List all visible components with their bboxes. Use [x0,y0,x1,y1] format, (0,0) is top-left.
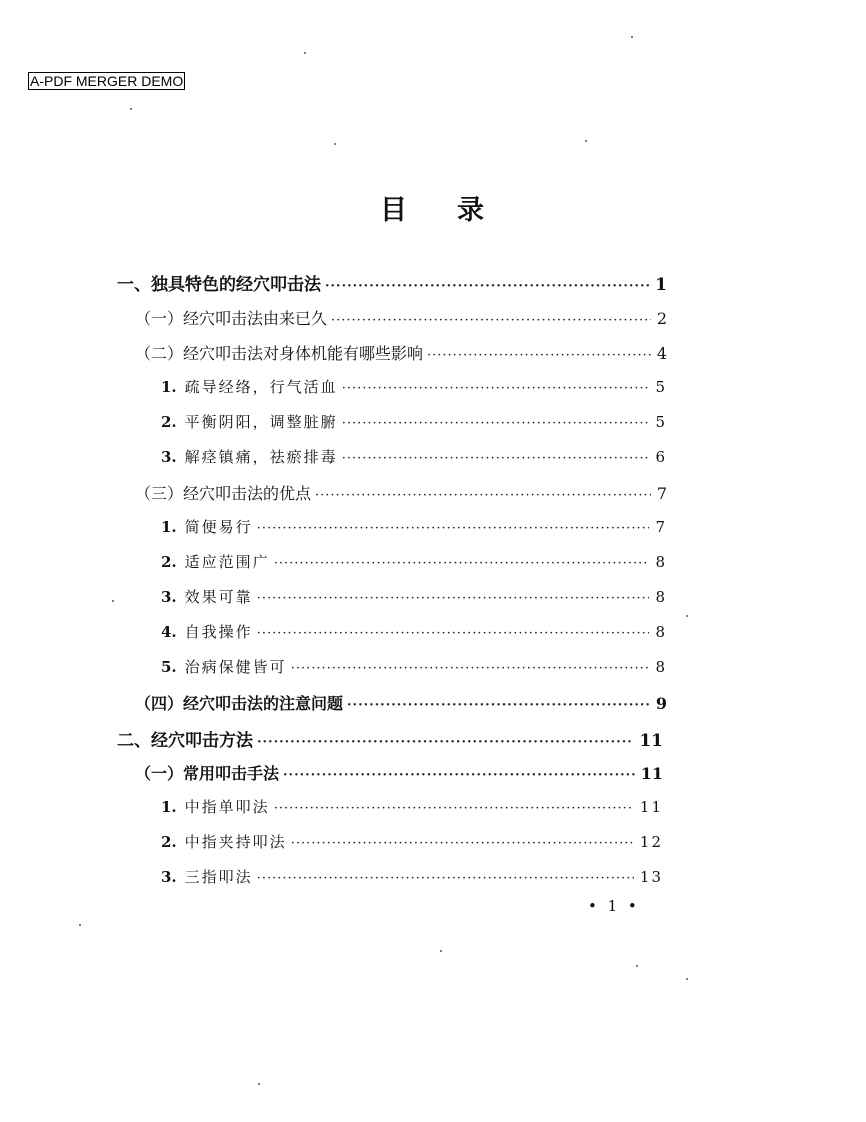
toc-leader-dots [257,591,650,606]
toc-entry[interactable] [161,516,667,542]
toc-leader-dots [274,801,634,816]
toc-leader-dots [342,451,650,466]
scan-speck [585,140,587,142]
toc-entry[interactable] [161,796,663,822]
title-char-1: 目 [380,195,409,226]
scan-speck [636,965,638,967]
toc-entry[interactable] [161,551,667,577]
scan-speck [334,143,336,145]
toc-leader-dots [291,661,650,676]
toc-entry-page: 7 [656,484,667,503]
toc-leader-dots [342,416,650,431]
toc-entry-page: 9 [655,694,667,713]
toc-entry[interactable] [161,446,667,472]
toc-entry-page: 1 [655,275,667,295]
scan-speck [686,615,688,617]
toc-entry[interactable] [135,691,667,717]
toc-entry-title [161,376,338,397]
toc-leader-dots [331,313,651,328]
toc-entry-text: 治病保健皆可 [184,658,287,676]
toc-entry-text: 中指夹持叩法 [184,833,287,851]
toc-entry-title [161,831,287,852]
toc-entry-title: 二、经穴叩击方法 [117,731,253,751]
toc-entry-page: 8 [655,588,667,606]
toc-entry-page: 6 [655,448,667,466]
toc-entry-page: 11 [639,798,663,816]
toc-entry-page: 8 [655,623,667,641]
toc-entry-title [161,586,253,607]
toc-entry[interactable] [135,306,667,332]
toc-entry-page: 4 [656,344,667,363]
toc-leader-dots [325,279,649,294]
toc-entry-text: 适应范围广 [184,553,270,571]
toc-entry[interactable] [161,866,663,892]
toc-entry-page: 12 [639,833,663,851]
toc-entry-page: 8 [655,658,667,676]
toc-entry-title: （三）经穴叩击法的优点 [135,484,312,503]
toc-entry-text: 解痉镇痛，祛瘀排毒 [184,448,338,466]
scan-speck [686,978,688,980]
toc-leader-dots [315,488,651,503]
toc-entry-title [161,866,253,887]
toc-leader-dots [257,626,650,641]
scan-speck [79,924,81,926]
toc-entry-title [161,796,270,817]
toc-entry[interactable] [117,270,667,296]
toc-leader-dots [274,556,650,571]
toc-entry-text: 自我操作 [184,623,253,641]
toc-entry[interactable] [135,341,667,367]
toc-leader-dots [347,698,650,713]
toc-leader-dots [257,871,634,886]
toc-entry-title [161,551,270,572]
toc-entry-text: 简便易行 [184,518,253,536]
toc-entry[interactable] [161,621,667,647]
toc-leader-dots [291,836,634,851]
toc-entry[interactable] [135,761,663,787]
toc-entry-title [161,516,253,537]
toc-entry-number: 1. [161,518,177,536]
toc-entry-page: 13 [639,868,663,886]
scan-speck [112,600,114,602]
toc-entry-text: 效果可靠 [184,588,253,606]
toc-entry-number: 3. [161,588,177,606]
toc-entry-title: （四）经穴叩击法的注意问题 [135,694,344,713]
toc-leader-dots [257,735,633,750]
toc-entry-page: 2 [656,309,667,328]
toc-entry-number: 4. [161,623,177,641]
page-number: • 1 • [588,897,640,915]
toc-entry-text: 疏导经络，行气活血 [184,378,338,396]
toc-entry-text: 三指叩法 [184,868,253,886]
toc-entry[interactable] [161,376,667,402]
toc-entry-page: 8 [655,553,667,571]
toc-entry-title [161,411,338,432]
toc-entry[interactable] [161,656,667,682]
toc-entry-title: （一）经穴叩击法由来已久 [135,309,328,328]
toc-leader-dots [342,381,650,396]
toc-entry-page: 5 [655,413,667,431]
toc-entry[interactable] [161,586,667,612]
scan-speck [631,36,633,38]
toc-entry-number: 3. [161,868,177,886]
watermark-label: A-PDF MERGER DEMO [30,73,184,89]
toc-leader-dots [427,348,651,363]
toc-entry-number: 2. [161,553,177,571]
toc-entry-title: （一）常用叩击手法 [135,764,280,783]
toc-leader-dots [257,521,650,536]
scan-speck [304,52,306,54]
toc-entry[interactable] [161,411,667,437]
toc-entry-title [161,621,253,642]
toc-entry-title [161,656,287,677]
toc-entry-number: 5. [161,658,177,676]
toc-entry-page: 11 [639,731,663,751]
scan-speck [130,108,132,110]
toc-entry-number: 2. [161,413,177,431]
toc-entry-number: 1. [161,378,177,396]
title-char-2: 录 [457,195,486,226]
toc-entry-title [161,446,338,467]
toc-entry-text: 平衡阴阳，调整脏腑 [184,413,338,431]
toc-entry-title: 一、独具特色的经穴叩击法 [117,275,321,295]
toc-leader-dots [283,768,635,783]
scan-speck [440,950,442,952]
toc-entry-title: （二）经穴叩击法对身体机能有哪些影响 [135,344,424,363]
toc-entry-number: 1. [161,798,177,816]
toc-entry-page: 11 [640,764,663,783]
toc-entry[interactable] [161,831,663,857]
toc-entry-page: 7 [655,518,667,536]
toc-entry-text: 中指单叩法 [184,798,270,816]
toc-entry[interactable] [135,481,667,507]
scan-speck [258,1083,260,1085]
toc-entry-number: 3. [161,448,177,466]
toc-entry-number: 2. [161,833,177,851]
toc-entry[interactable] [117,726,663,752]
toc-entry-page: 5 [655,378,667,396]
